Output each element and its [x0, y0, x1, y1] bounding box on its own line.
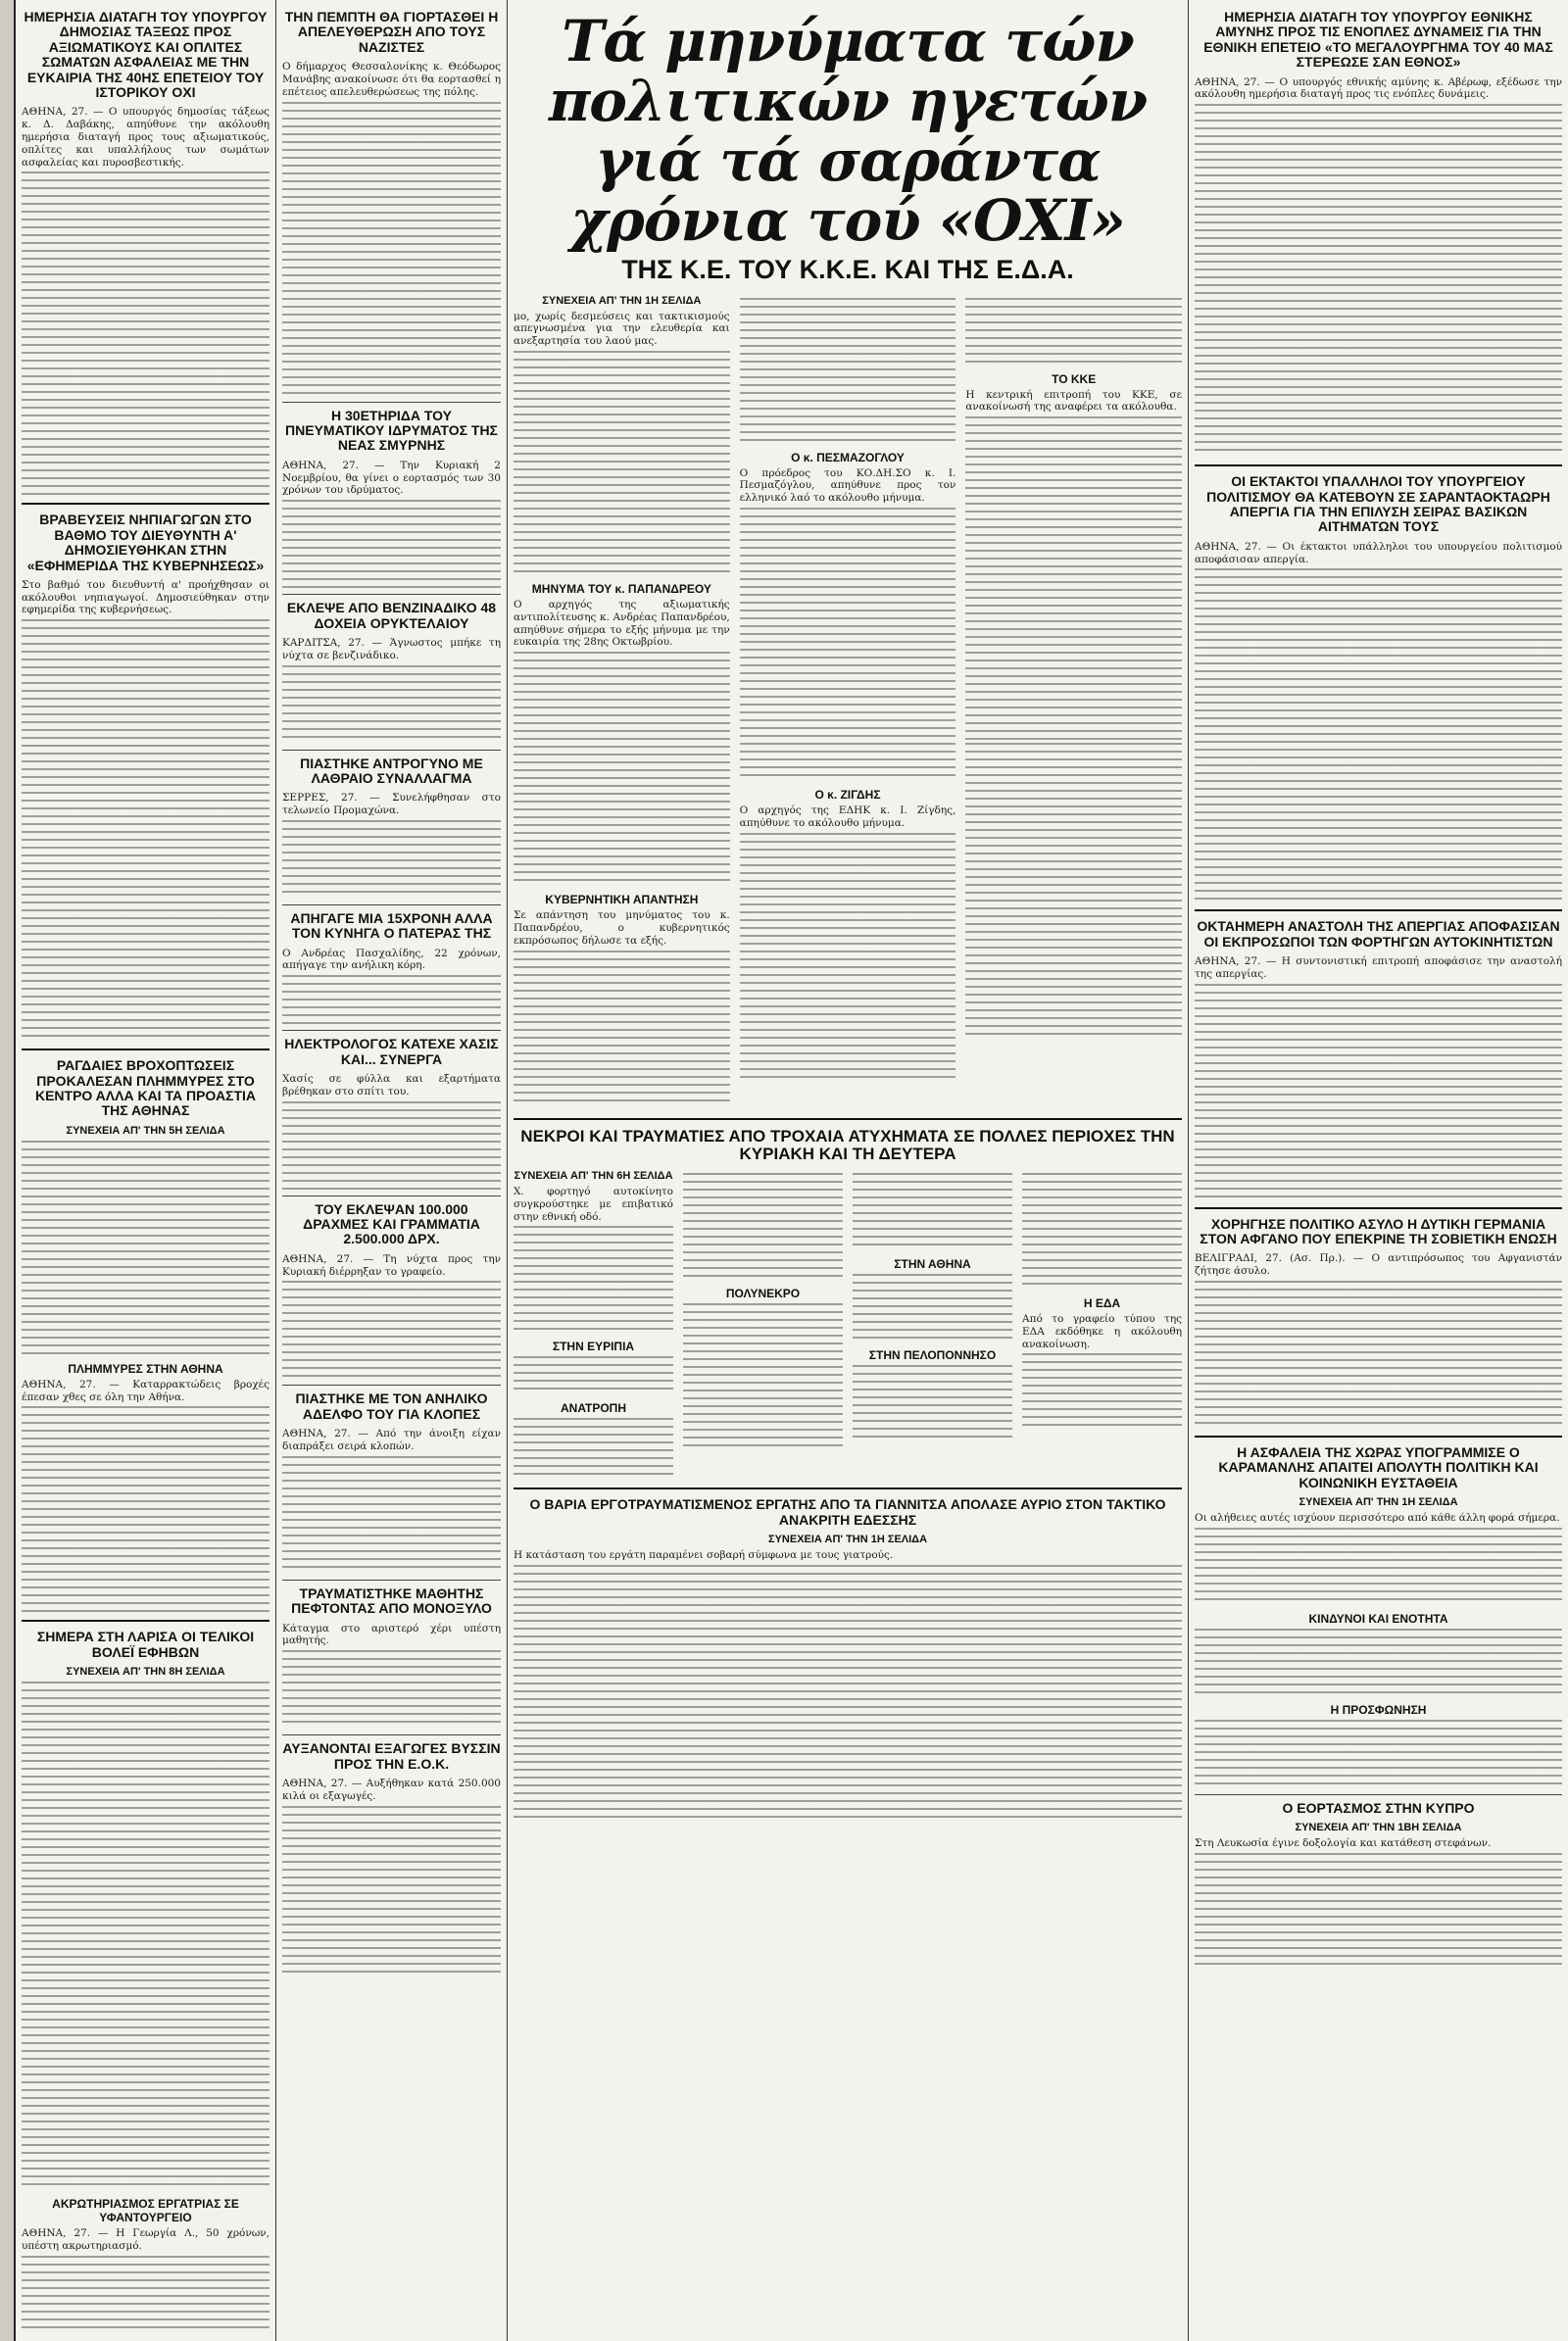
- text-filler: [853, 1274, 1012, 1342]
- subhead-dangers-unity: ΚΙΝΔΥΝΟΙ ΚΑΙ ΕΝΟΤΗΤΑ: [1308, 1612, 1448, 1627]
- text-filler: [514, 951, 730, 1107]
- rule: [282, 1734, 501, 1735]
- rule: [282, 1580, 501, 1581]
- text-filler: [683, 1173, 843, 1281]
- headline-afghan-asylum: ΧΟΡΗΓΗΣΕ ΠΟΛΙΤΙΚΟ ΑΣΥΛΟ Η ΔΥΤΙΚΗ ΓΕΡΜΑΝΙΑ ΣΤΟΝ ΑΦΓΑΝΟ ΠΟΥ ΕΠΕΚΡΙΝΕ ΤΗ ΣΟΒΙΕΤΙΚΗ ΕΝΩΣΗ: [1200, 1215, 1557, 1247]
- rule: [282, 1195, 501, 1196]
- text-filler: [22, 1406, 270, 1612]
- article-culture-strike: ΑΘΗΝΑ, 27. — Οι έκτακτοι υπάλληλοι του υπουργείου πολιτισμού αποφάσισαν απεργία.: [1195, 540, 1562, 565]
- headline-nurseries: ΒΡΑΒΕΥΣΕΙΣ ΝΗΠΙΑΓΩΓΩΝ ΣΤΟ ΒΑΘΜΟ ΤΟΥ ΔΙΕΥΘΥΝΤΗ Α' ΔΗΜΟΣΙΕΥΘΗΚΑΝ ΣΤΗΝ «ΕΦΗΜΕΡΙΔΑ ΤΗΣ ΚΥΒΕΡΝΗΣΕΩΣ»: [26, 512, 265, 573]
- article-eda: Από το γραφείο τύπου της ΕΔΑ εκδόθηκε η ακόλουθη ανακοίνωση.: [1022, 1312, 1182, 1350]
- text-filler: [514, 1226, 673, 1334]
- text-filler: [1195, 984, 1562, 1199]
- headline-culture-strike: ΟΙ ΕΚΤΑΚΤΟΙ ΥΠΑΛΛΗΛΟΙ ΤΟΥ ΥΠΟΥΡΓΕΙΟΥ ΠΟΛΙΤΙΣΜΟΥ ΘΑ ΚΑΤΕΒΟΥΝ ΣΕ ΣΑΡΑΝΤΑΟΚΤΑΩΡΗ ΑΠΕΡΓΙΑ ΓΙΑ ΤΗΝ ΕΠΙΛΥΣΗ ΣΕΙΡΑΣ ΒΑΣΙΚΩΝ ΑΙΤΗΜΑΤΩΝ ΤΟΥΣ: [1206, 473, 1550, 535]
- accidents-col-a: [514, 1170, 673, 1480]
- rule: [282, 1385, 501, 1386]
- text-filler: [282, 975, 501, 1024]
- text-filler: [1195, 1853, 1562, 1971]
- article-kke: Η κεντρική επιτροπή του ΚΚΕ, σε ανακοίνωσή της αναφέρει τα ακόλουθα.: [965, 388, 1183, 414]
- headline-smyrna-foundation: Η 30ΕΤΗΡΙΔΑ ΤΟΥ ΠΝΕΥΜΑΤΙΚΟΥ ΙΔΡΥΜΑΤΟΣ ΤΗΣ ΝΕΑΣ ΣΜΥΡΝΗΣ: [285, 407, 498, 454]
- article-oil-theft: ΚΑΡΔΙΤΣΑ, 27. — Άγνωστος μπήκε τη νύχτα σε βενζινάδικο.: [282, 636, 501, 661]
- column-right: [1188, 0, 1568, 2341]
- article-defence-day-order: ΑΘΗΝΑ, 27. — Ο υπουργός εθνικής αμύνης κ. Αβέρωφ, εξέδωσε την ακόλουθη ημερήσια διαταγή προς τις ενόπλες δυνάμεις.: [1195, 75, 1562, 101]
- text-filler: [514, 1565, 1182, 1820]
- article-smyrna-foundation: ΑΘΗΝΑ, 27. — Την Κυριακή 2 Νοεμβρίου, θα γίνει ο εορτασμός των 30 χρόνων του ιδρύματος.: [282, 459, 501, 497]
- article-thursday-liberation: Ο δήμαρχος Θεσσαλονίκης κ. Θεόδωρος Μανάβης ανακοίνωσε ότι θα εορτασθεί η επέτειος απελευθερώσεως της πόλης.: [282, 61, 501, 98]
- headline-karamanlis: Η ΑΣΦΑΛΕΙΑ ΤΗΣ ΧΩΡΑΣ ΥΠΟΓΡΑΜΜΙΣΕ Ο ΚΑΡΑΜΑΝΛΗΣ ΑΠΑΙΤΕΙ ΑΠΟΛΥΤΗ ΠΟΛΙΤΙΚΗ ΚΑΙ ΚΟΙΝΩΝΙΚΗ ΕΥΣΤΑΘΕΙΑ: [1218, 1444, 1539, 1490]
- text-filler: [282, 1281, 501, 1379]
- text-filler: [1195, 1629, 1562, 1697]
- headline-larisa-volleyball: ΣΗΜΕΡΑ ΣΤΗ ΛΑΡΙΣΑ ΟΙ ΤΕΛΙΚΟΙ ΒΟΛΕΪ ΕΦΗΒΩΝ: [36, 1629, 255, 1660]
- rule: [282, 904, 501, 905]
- article-stolen-money: ΑΘΗΝΑ, 27. — Τη νύχτα προς την Κυριακή διέρρηξαν το γραφείο.: [282, 1252, 501, 1278]
- kicker-giannitsa: ΣΥΝΕΧΕΙΑ ΑΠ' ΤΗΝ 1Η ΣΕΛΙΔΑ: [767, 1534, 928, 1546]
- headline-road-accidents: ΝΕΚΡΟΙ ΚΑΙ ΤΡΑΥΜΑΤΙΕΣ ΑΠΟ ΤΡΟΧΑΙΑ ΑΤΥΧΗΜΑΤΑ ΣΕ ΠΟΛΛΕΣ ΠΕΡΙΟΧΕΣ ΤΗΝ ΚΥΡΙΑΚΗ ΚΑΙ ΤΗ ΔΕΥΤΕΡΑ: [520, 1126, 1175, 1164]
- text-filler: [965, 298, 1182, 366]
- article-public-order-day-order: ΑΘΗΝΑ, 27. — Ο υπουργός δημοσίας τάξεως κ. Δ. Δαβάκης, απηύθυνε την ακόλουθη ημερήσια διαταγή προς τους αξιωματικούς, οπλίτες και υπαλλήλους των σωμάτων ασφαλείας και πυροσβεστικής.: [22, 106, 270, 169]
- article-electrician-hashish: Χασίς σε φύλλα και εξαρτήματα βρέθηκαν στο σπίτι του.: [282, 1073, 501, 1097]
- article-government-reply: Σε απάντηση του μηνύματος του κ. Παπανδρέου, ο κυβερνητικός εκπρόσωπος δήλωσε τα εξής.: [514, 909, 730, 947]
- column-main-story: [507, 0, 1188, 2341]
- headline-oil-theft: ΕΚΛΕΨΕ ΑΠΟ ΒΕΝΖΙΝΑΔΙΚΟ 48 ΔΟΧΕΙΑ ΟΡΥΚΤΕΛΑΙΟΥ: [286, 600, 497, 631]
- accidents-col-b: [683, 1170, 843, 1480]
- headline-public-order-day-order: ΗΜΕΡΗΣΙΑ ΔΙΑΤΑΓΗ ΤΟΥ ΥΠΟΥΡΓΟΥ ΔΗΜΟΣΙΑΣ ΤΑΞΕΩΣ ΠΡΟΣ ΑΞΙΩΜΑΤΙΚΟΥΣ ΚΑΙ ΟΠΛΙΤΕΣ ΣΩΜΑΤΩΝ ΑΣΦΑΛΕΙΑΣ ΜΕ ΤΗΝ ΕΥΚΑΙΡΙΑ ΤΗΣ 40ΗΣ ΕΠΕΤΕΙΟΥ ΤΟΥ ΙΣΤΟΡΙΚΟΥ ΟΧΙ: [24, 9, 268, 100]
- rule: [22, 503, 270, 505]
- text-filler: [853, 1173, 1012, 1251]
- article-pesmazoglou: Ο πρόεδρος του ΚΟ.ΔΗ.ΣΟ κ. Ι. Πεσμαζόγλου, απηύθυνε προς τον ελληνικό λαό το ακόλουθο μήνυμα.: [739, 466, 956, 505]
- headline-currency-couple: ΠΙΑΣΤΗΚΕ ΑΝΤΡΟΓΥΝΟ ΜΕ ΛΑΘΡΑΙΟ ΣΥΝΑΛΛΑΓΜΑ: [300, 755, 483, 786]
- subhead-papandreou: ΜΗΝΥΜΑ ΤΟΥ κ. ΠΑΠΑΝΔΡΕΟΥ: [531, 581, 711, 596]
- rule: [282, 1030, 501, 1031]
- main-story-col-c: [965, 295, 1182, 1110]
- rule: [1195, 1207, 1562, 1209]
- headline-defence-day-order: ΗΜΕΡΗΣΙΑ ΔΙΑΤΑΓΗ ΤΟΥ ΥΠΟΥΡΓΟΥ ΕΘΝΙΚΗΣ ΑΜΥΝΗΣ ΠΡΟΣ ΤΙΣ ΕΝΟΠΛΕΣ ΔΥΝΑΜΕΙΣ ΓΙΑ ΤΗΝ ΕΘΝΙΚΗ ΕΠΕΤΕΙΟ «ΤΟ ΜΕΓΑΛΟΥΡΓΗΜΑ ΤΟΥ 40 ΜΑΣ ΣΤΕΡΕΩΣΕ ΣΑΝ ΕΘΝΟΣ»: [1203, 9, 1553, 71]
- headline-abduction: ΑΠΗΓΑΓΕ ΜΙΑ 15ΧΡΟΝΗ ΑΛΛΑ ΤΟΝ ΚΥΝΗΓΑ Ο ΠΑΤΕΡΑΣ ΤΗΣ: [290, 909, 493, 942]
- kicker-storms: ΣΥΝΕΧΕΙΑ ΑΠ' ΤΗΝ 5Η ΣΕΛΙΔΑ: [66, 1124, 225, 1137]
- text-filler: [22, 1682, 270, 2191]
- article-abduction: Ο Ανδρέας Πασχαλίδης, 22 χρόνων, απήγαγε την ανήλικη κόρη.: [282, 947, 501, 972]
- subhead-eda: Η ΕΔΑ: [1083, 1295, 1121, 1310]
- article-cyprus-celebration: Στη Λευκωσία έγινε δοξολογία και κατάθεση στεφάνων.: [1195, 1837, 1492, 1850]
- headline-cyprus-celebration: Ο ΕΟΡΤΑΣΜΟΣ ΣΤΗΝ ΚΥΠΡΟ: [1282, 1800, 1475, 1817]
- text-filler: [1022, 1353, 1182, 1432]
- kicker-cyprus: ΣΥΝΕΧΕΙΑ ΑΠ' ΤΗΝ 1ΒΗ ΣΕΛΙΔΑ: [1295, 1822, 1462, 1834]
- text-filler: [282, 1806, 501, 1973]
- rule: [514, 1488, 1182, 1489]
- column-second: [275, 0, 507, 2341]
- subhead-zigdis: Ο κ. ΖΙΓΔΗΣ: [814, 787, 881, 802]
- main-subheadline: ΤΗΣ Κ.Ε. ΤΟΥ Κ.Κ.Ε. ΚΑΙ ΤΗΣ Ε.Δ.Α.: [621, 254, 1074, 284]
- kicker-accidents: ΣΥΝΕΧΕΙΑ ΑΠ' ΤΗΝ 6Η ΣΕΛΙΔΑ: [514, 1169, 673, 1182]
- subhead-athens-floods: ΠΛΗΜΜΥΡΕΣ ΣΤΗΝ ΑΘΗΝΑ: [68, 1361, 223, 1376]
- text-filler: [740, 833, 956, 1078]
- text-filler: [1195, 1281, 1562, 1428]
- rule: [22, 1049, 270, 1050]
- text-filler: [1195, 104, 1562, 457]
- text-filler: [22, 2256, 270, 2334]
- text-filler: [1022, 1173, 1182, 1291]
- accidents-col-c: [853, 1170, 1012, 1480]
- article-afghan-asylum: ΒΕΛΙΓΡΑΔΙ, 27. (Ασ. Πρ.). — Ο αντιπρόσωπος του Αφγανιστάν ζήτησε άσυλο.: [1195, 1252, 1562, 1278]
- headline-truck-strike: ΟΚΤΑΗΜΕΡΗ ΑΝΑΣΤΟΛΗ ΤΗΣ ΑΠΕΡΓΙΑΣ ΑΠΟΦΑΣΙΣΑΝ ΟΙ ΕΚΠΡΟΣΩΠΟΙ ΤΩΝ ΦΟΡΤΗΓΩΝ ΑΥΤΟΚΙΝΗΤΙΣΤΩΝ: [1197, 918, 1560, 950]
- rule: [1195, 1436, 1562, 1438]
- article-giannitsa-worker: Η κατάσταση του εργάτη παραμένει σοβαρή σύμφωνα με τους γιατρούς.: [514, 1549, 894, 1562]
- accidents-col-d: [1022, 1170, 1182, 1480]
- headline-electrician-hashish: ΗΛΕΚΤΡΟΛΟΓΟΣ ΚΑΤΕΧΕ ΧΑΣΙΣ ΚΑΙ... ΣΥΝΕΡΓΑ: [284, 1036, 499, 1067]
- article-accidents: Χ. φορτηγό αυτοκίνητο συγκρούστηκε με επιβατικό στην εθνική οδό.: [514, 1185, 673, 1223]
- subhead-multi-fatal: ΠΟΛΥΝΕΚΡΟ: [725, 1286, 801, 1300]
- column-left: [16, 0, 275, 2341]
- headline-storms: ΡΑΓΔΑΙΕΣ ΒΡΟΧΟΠΤΩΣΕΙΣ ΠΡΟΚΑΛΕΣΑΝ ΠΛΗΜΜΥΡΕΣ ΣΤΟ ΚΕΝΤΡΟ ΑΛΛΑ ΚΑΙ ΤΑ ΠΡΟΑΣΤΙΑ ΤΗΣ ΑΘΗΝΑΣ: [34, 1057, 257, 1119]
- text-filler: [514, 1418, 673, 1477]
- rule: [514, 1118, 1182, 1120]
- article-athens-floods: ΑΘΗΝΑ, 27. — Καταρρακτώδεις βροχές έπεσαν χθες σε όλη την Αθήνα.: [22, 1378, 270, 1403]
- main-story-col-b: [740, 295, 956, 1110]
- subhead-invitation: Η ΠΡΟΣΦΩΝΗΣΗ: [1330, 1703, 1427, 1718]
- rule: [282, 750, 501, 751]
- subhead-evripia: ΣΤΗΝ ΕΥΡΙΠΙΑ: [552, 1340, 635, 1354]
- subhead-pesmazoglou: Ο κ. ΠΕΣΜΑΖΟΓΛΟΥ: [791, 450, 905, 464]
- headline-exports: ΑΥΞΑΝΟΝΤΑΙ ΕΞΑΓΩΓΕΣ ΒΥΣΣΙΝ ΠΡΟΣ ΤΗΝ Ε.Ο.Κ.: [282, 1740, 501, 1772]
- kicker-karamanlis: ΣΥΝΕΧΕΙΑ ΑΠ' ΤΗΝ 1Η ΣΕΛΙΔΑ: [1298, 1496, 1458, 1509]
- headline-thefts-brother: ΠΙΑΣΤΗΚΕ ΜΕ ΤΟΝ ΑΝΗΛΙΚΟ ΑΔΕΛΦΟ ΤΟΥ ΓΙΑ ΚΛΟΠΕΣ: [295, 1390, 488, 1422]
- article-thefts-brother: ΑΘΗΝΑ, 27. — Από την άνοιξη είχαν διαπράξει σειρά κλοπών.: [282, 1428, 501, 1452]
- subhead-amputation: ΑΚΡΩΤΗΡΙΑΣΜΟΣ ΕΡΓΑΤΡΙΑΣ ΣΕ ΥΦΑΝΤΟΥΡΓΕΙΟ: [52, 2197, 239, 2225]
- text-filler: [965, 416, 1182, 740]
- text-filler: [1195, 1720, 1562, 1788]
- rule: [1195, 909, 1562, 911]
- rule: [282, 402, 501, 403]
- article-amputation: ΑΘΗΝΑ, 27. — Η Γεωργία Λ., 50 χρόνων, υπέστη ακρωτηριασμό.: [22, 2227, 270, 2253]
- article-papandreou: Ο αρχηγός της αξιωματικής αντιπολίτευσης κ. Ανδρέας Παπανδρέου, απηύθυνε σήμερα το εξής μήνυμα με την ευκαιρία της 28ης Οκτωβρίου.: [514, 598, 730, 649]
- text-filler: [1195, 1528, 1562, 1606]
- article-zigdis: Ο αρχηγός της ΕΔΗΚ κ. Ι. Ζίγδης, απηύθυνε το ακόλουθο μήνυμα.: [739, 804, 956, 829]
- kicker-main: ΣΥΝΕΧΕΙΑ ΑΠ' ΤΗΝ 1Η ΣΕΛΙΔΑ: [542, 294, 702, 307]
- text-filler: [282, 102, 501, 396]
- text-filler: [22, 619, 270, 1041]
- text-filler: [965, 743, 1182, 1037]
- main-headline-line1: Τά μηνύματα τών πολιτικών ηγετών: [548, 8, 1148, 134]
- article-student-injured: Κάταγμα στο αριστερό χέρι υπέστη μαθητής.: [282, 1622, 501, 1647]
- article-main-intro: μο, χωρίς δεσμεύσεις και τακτικισμούς απεγνωσμένα για την ελευθερία και ανεξαρτησία του λαού μας.: [514, 310, 730, 348]
- article-karamanlis: Οι αλήθειες αυτές ισχύουν περισσότερο από κάθε άλλη φορά σήμερα.: [1195, 1512, 1560, 1525]
- text-filler: [282, 500, 501, 588]
- article-nurseries: Στο βαθμό του διευθυντή α' προήχθησαν οι ακόλουθοι νηπιαγωγοί. Δημοσιεύθηκαν στην εφημερίδα της κυβερνήσεως.: [22, 578, 270, 616]
- main-headline: [514, 8, 1182, 254]
- text-filler: [514, 1356, 673, 1395]
- headline-thursday-liberation: ΤΗΝ ΠΕΜΠΤΗ ΘΑ ΓΙΟΡΤΑΣΘΕΙ Η ΑΠΕΛΕΥΘΕΡΩΣΗ ΑΠΟ ΤΟΥΣ ΝΑΖΙΣΤΕΣ: [284, 9, 499, 55]
- subhead-peloponnese: ΣΤΗΝ ΠΕΛΟΠΟΝΝΗΣΟ: [868, 1347, 997, 1362]
- subhead-government-reply: ΚΥΒΕΡΝΗΤΙΚΗ ΑΠΑΝΤΗΣΗ: [545, 893, 699, 907]
- headline-student-injured: ΤΡΑΥΜΑΤΙΣΤΗΚΕ ΜΑΘΗΤΗΣ ΠΕΦΤΟΝΤΑΣ ΑΠΟ ΜΟΝΟΞΥΛΟ: [291, 1585, 492, 1617]
- main-story-col-a: [514, 295, 730, 1110]
- text-filler: [22, 1141, 270, 1356]
- rule: [1195, 464, 1562, 466]
- text-filler: [683, 1303, 843, 1450]
- text-filler: [1195, 568, 1562, 902]
- text-filler: [853, 1365, 1012, 1443]
- main-headline-line2: γιά τά σαράντα χρόνια τού «ΟΧΙ»: [570, 126, 1125, 254]
- main-story-body: [514, 295, 1182, 1110]
- text-filler: [282, 1650, 501, 1729]
- headline-stolen-money: ΤΟΥ ΕΚΛΕΨΑΝ 100.000 ΔΡΑΧΜΕΣ ΚΑΙ ΓΡΑΜΜΑΤΙΑ 2.500.000 ΔΡΧ.: [303, 1200, 480, 1247]
- text-filler: [282, 1456, 501, 1574]
- kicker-larisa: ΣΥΝΕΧΕΙΑ ΑΠ' ΤΗΝ 8Η ΣΕΛΙΔΑ: [66, 1666, 225, 1679]
- subhead-athens: ΣΤΗΝ ΑΘΗΝΑ: [894, 1256, 971, 1271]
- text-filler: [282, 665, 501, 744]
- text-filler: [282, 1101, 501, 1190]
- text-filler: [740, 298, 956, 445]
- text-filler: [514, 351, 730, 576]
- subhead-overturn: ΑΝΑΤΡΟΠΗ: [560, 1401, 626, 1416]
- article-exports: ΑΘΗΝΑ, 27. — Αυξήθηκαν κατά 250.000 κιλά οι εξαγωγές.: [282, 1777, 501, 1802]
- text-filler: [740, 508, 956, 782]
- rule: [22, 1620, 270, 1622]
- article-currency-couple: ΣΕΡΡΕΣ, 27. — Συνελήφθησαν στο τελωνείο Προμαχώνα.: [282, 792, 501, 817]
- page-fold-edge: [0, 0, 16, 2341]
- subhead-kke: ΤΟ ΚΚΕ: [1052, 371, 1097, 386]
- text-filler: [282, 820, 501, 899]
- article-truck-strike: ΑΘΗΝΑ, 27. — Η συντονιστική επιτροπή αποφάσισε την αναστολή της απεργίας.: [1195, 955, 1562, 980]
- rule: [282, 594, 501, 595]
- accidents-body: [514, 1170, 1182, 1480]
- headline-giannitsa-worker: Ο ΒΑΡΙΑ ΕΡΓΟΤΡΑΥΜΑΤΙΣΜΕΝΟΣ ΕΡΓΑΤΗΣ ΑΠΟ ΤΑ ΓΙΑΝΝΙΤΣΑ ΑΠΟΛΑΣΕ ΑΥΡΙΟ ΣΤΟΝ ΤΑΚΤΙΚΟ ΑΝΑΚΡΙΤΗ ΕΔΕΣΣΗΣ: [529, 1496, 1166, 1528]
- text-filler: [22, 171, 270, 495]
- rule: [1195, 1794, 1562, 1795]
- text-filler: [514, 652, 730, 887]
